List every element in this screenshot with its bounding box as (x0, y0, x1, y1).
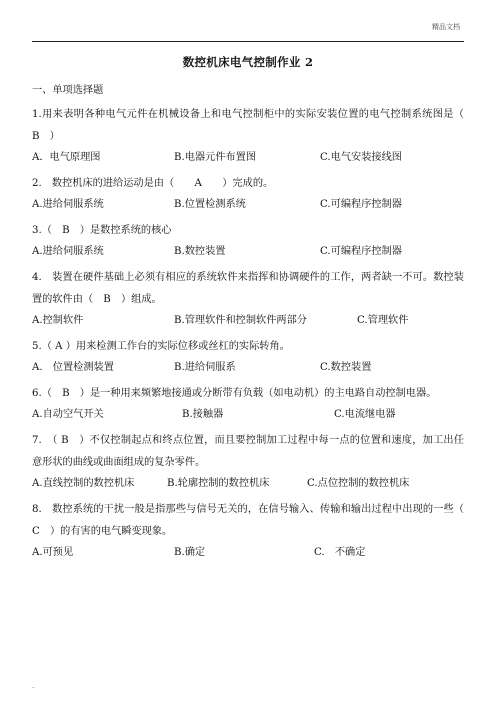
section-heading: 一、单项选择题 (32, 85, 104, 96)
option-b: B.轮廓控制的数控机床 (167, 478, 270, 489)
option-c: C.可编程序控制器 (320, 246, 402, 257)
question-options (32, 312, 464, 329)
option-c: C. 不确定 (314, 547, 366, 558)
question-3 (32, 220, 464, 260)
question-options (32, 196, 464, 213)
question-2 (32, 173, 464, 213)
option-c: C.可编程序控制器 (320, 199, 402, 210)
question-stem: 6.（ B ）是一种用来频繁地接通或分断带有负载（如电动机）的主电路自动控制电器。 (32, 388, 437, 399)
document-title: 数控机床电气控制作业 2 (182, 55, 314, 69)
question-4 (32, 267, 464, 329)
option-b: B.电器元件布置图 (174, 152, 257, 163)
option-c: C.电流继电器 (334, 409, 396, 420)
question-stem: 8. 数控系统的干扰一般是指那些与信号无关的，在信号输入、传输和输出过程中出现的一些（ C ）的有害的电气瞬变现象。 (32, 504, 475, 537)
option-c: C.电气安装接线图 (320, 152, 402, 163)
option-c: C.点位控制的数控机床 (307, 478, 410, 489)
option-a: A．电气原理图 (32, 152, 101, 163)
option-a: A.直线控制的数控机床 (32, 478, 135, 489)
header-rule (32, 41, 464, 42)
document-body (32, 82, 475, 568)
question-stem: 2. 数控机床的进给运动是由（ A ）完成的。 (32, 178, 274, 189)
question-options (32, 475, 464, 492)
option-a: A.进给伺服系统 (32, 199, 104, 210)
option-b: B.位置检测系统 (174, 199, 246, 210)
question-options (32, 359, 464, 376)
option-b: B.进给伺服系 (174, 362, 236, 373)
question-1 (32, 104, 475, 166)
question-7 (32, 430, 464, 492)
question-8 (32, 499, 475, 561)
option-a: A.可预见 (32, 547, 74, 558)
option-c: C.管理软件 (357, 315, 409, 326)
question-stem: 7. （ B ）不仅控制起点和终点位置，而且要控制加工过程中每一点的位置和速度，加工出任意形状的曲线或曲面组成的复杂零件。 (32, 435, 464, 468)
question-6 (32, 383, 464, 423)
question-options (32, 243, 464, 260)
option-a: A.自动空气开关 (32, 409, 104, 420)
question-stem: 1.用来表明各种电气元件在机械设备上和电气控制柜中的实际安装位置的电气控制系统图是（ B ） (32, 109, 475, 142)
option-a: A.进给伺服系统 (32, 246, 104, 257)
question-stem: 5.（ A ）用来检测工作台的实际位移或丝杠的实际转角。 (32, 341, 290, 352)
question-stem: 4. 装置在硬件基础上必须有相应的系统软件来指挥和协调硬件的工作，两者缺一不可。数控装置的软件由（ B ）组成。 (32, 272, 464, 305)
question-5 (32, 336, 464, 376)
option-b: B.管理软件和控制软件两部分 (174, 315, 307, 326)
header-tag: 精品文档 (432, 23, 460, 31)
question-stem: 3.（ B ）是数控系统的核心 (32, 225, 172, 236)
option-b: B.确定 (174, 547, 206, 558)
option-c: C.数控装置 (320, 362, 372, 373)
question-options (32, 406, 464, 423)
option-b: B.数控装置 (174, 246, 226, 257)
question-options (32, 544, 464, 561)
option-a: A.控制软件 (32, 315, 84, 326)
question-options (32, 149, 464, 166)
option-b: B.接触器 (182, 409, 224, 420)
option-a: A. 位置检测装置 (32, 362, 114, 373)
footer-mark: . (32, 682, 35, 690)
